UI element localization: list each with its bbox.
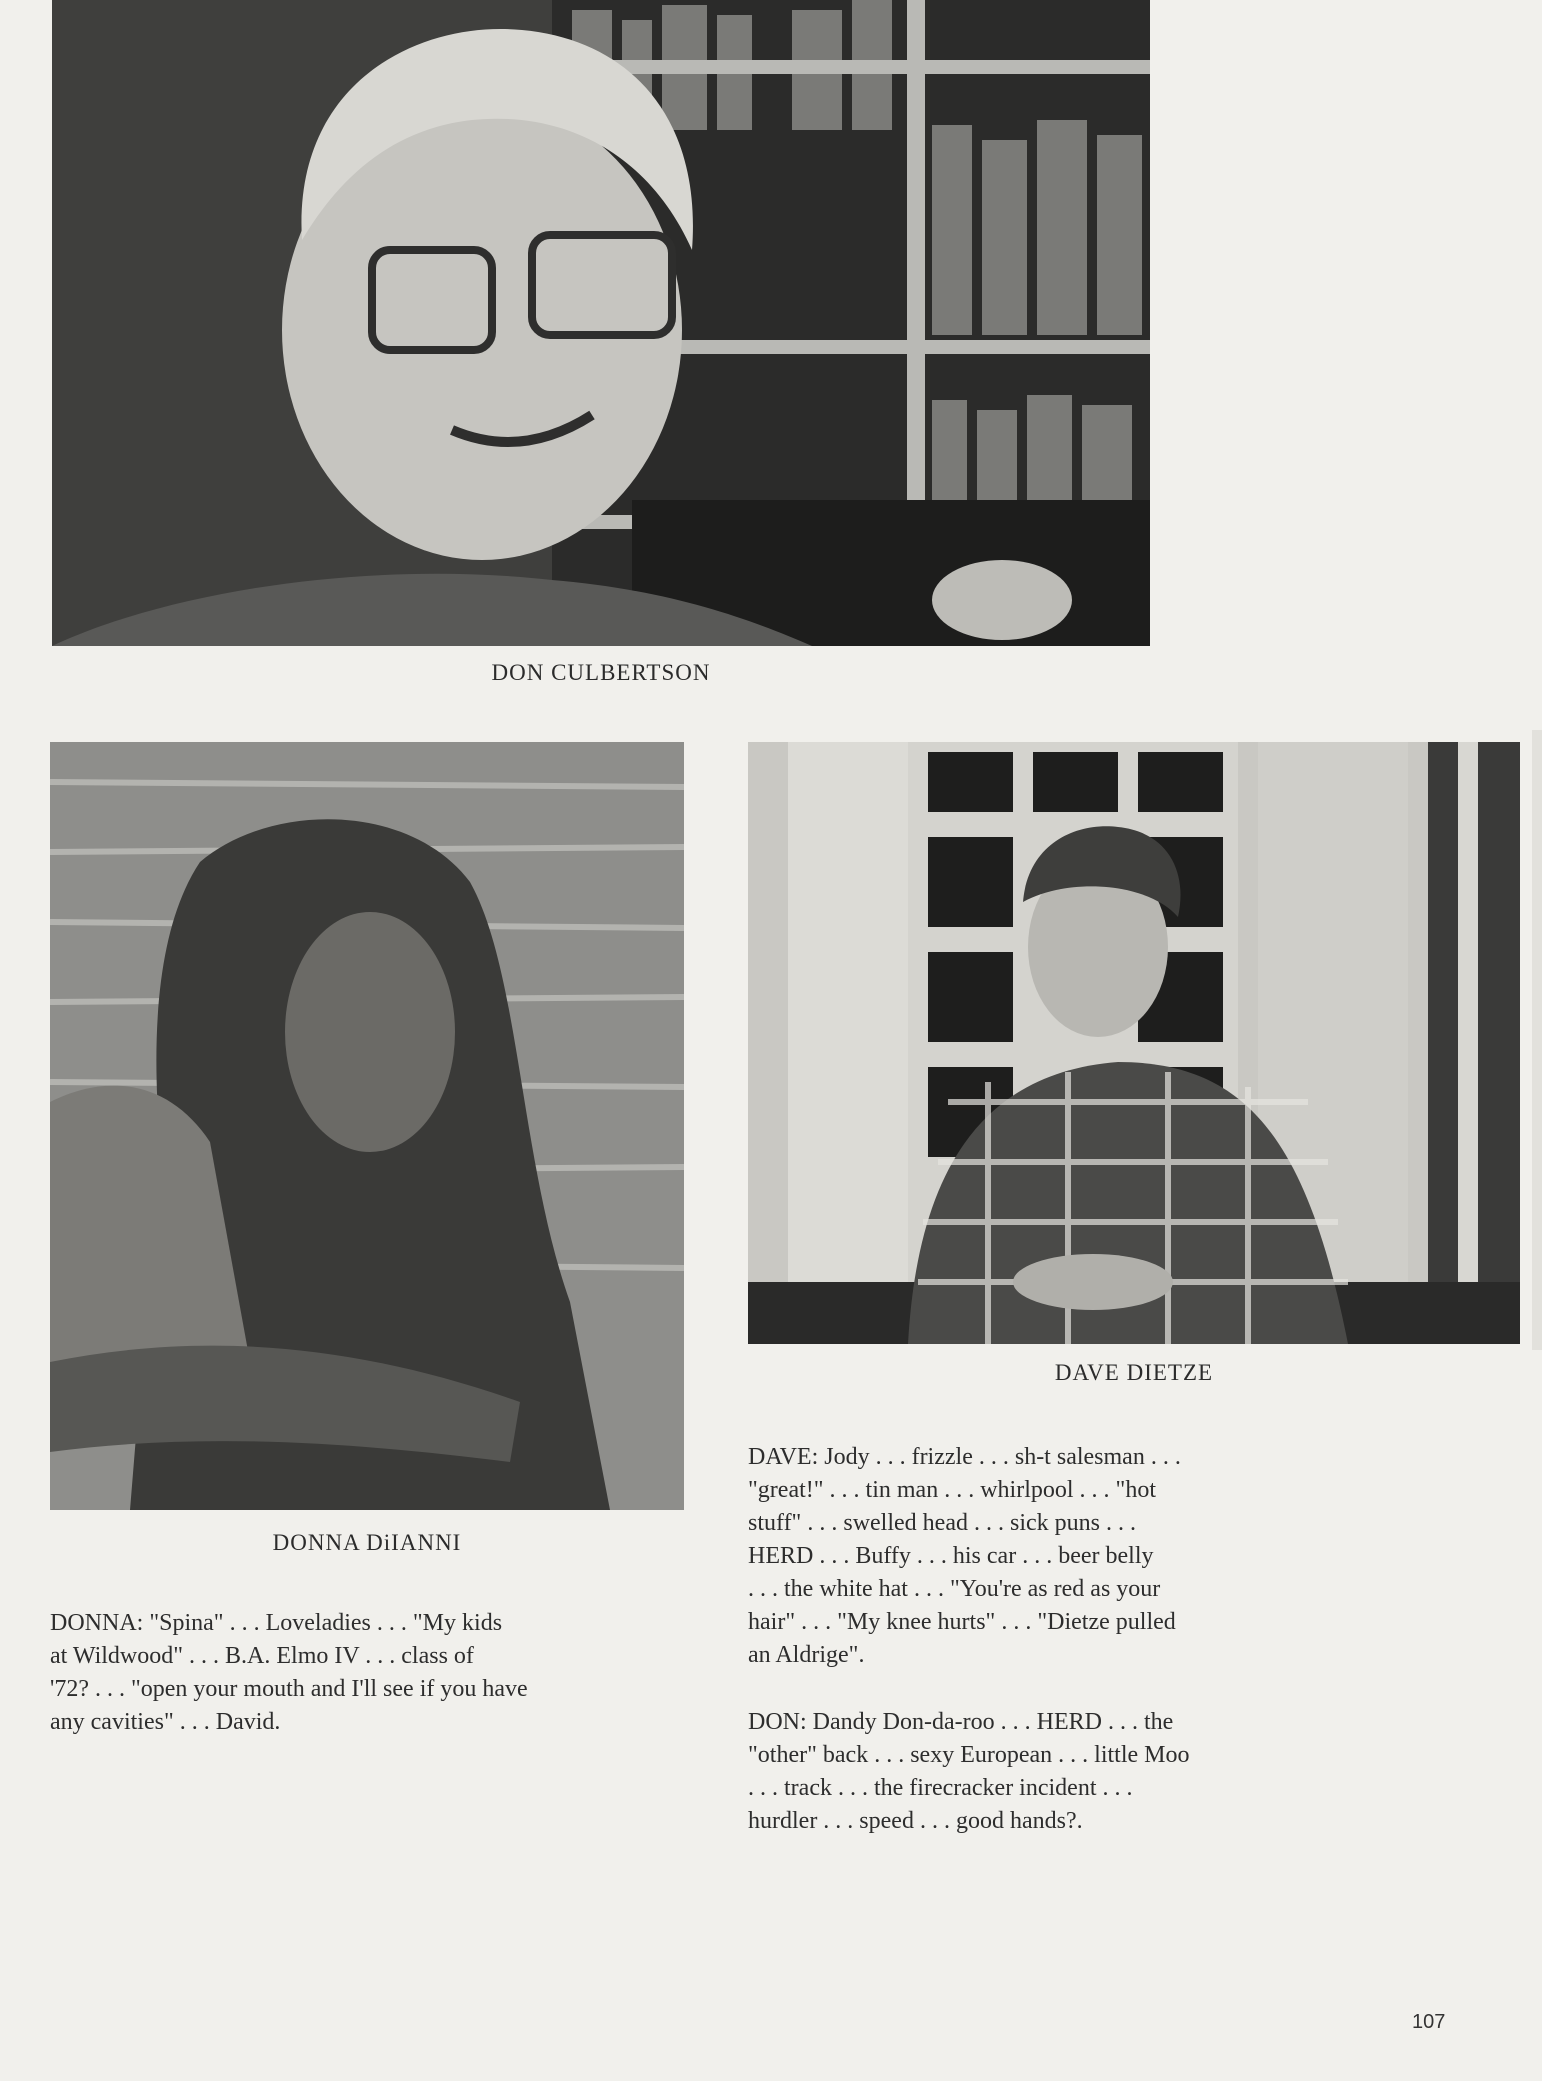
- caption-donna-diianni: DONNA DiIANNI: [272, 1530, 462, 1555]
- page-number: 107: [1412, 2011, 1446, 2033]
- photo-donna-diianni: [50, 742, 684, 1510]
- blurb-dave: DAVE: Jody . . . frizzle . . . sh-t salesman . . . "great!" . . . tin man . . . whirlpool . . . "hot stuff" . . . swelled head . . . sick puns . . . HERD . . . Buffy . . . his car . . . beer belly . . . the white hat . . . "You're as red as your hair" . . . "My knee hurts" . . . "Dietze pulled an Aldrige".: [748, 1444, 1181, 1668]
- blurb-don: DON: Dandy Don-da-roo . . . HERD . . . the "other" back . . . sexy European . . . little Moo . . . track . . . the firecracker incident . . . hurdler . . . speed . . . good hands?.: [748, 1709, 1190, 1834]
- photo-don-culbertson: [52, 0, 1150, 646]
- caption-dave-dietze: DAVE DIETZE: [1054, 1360, 1214, 1385]
- caption-don-culbertson: DON CULBERTSON: [491, 660, 711, 685]
- photo-dave-dietze: [748, 742, 1520, 1344]
- blurb-donna: DONNA: "Spina" . . . Loveladies . . . "My kids at Wildwood" . . . B.A. Elmo IV . . . class of '72? . . . "open your mouth and I'll see if you have any cavities" . . . David.: [50, 1610, 528, 1735]
- page-edge: [1532, 730, 1542, 1350]
